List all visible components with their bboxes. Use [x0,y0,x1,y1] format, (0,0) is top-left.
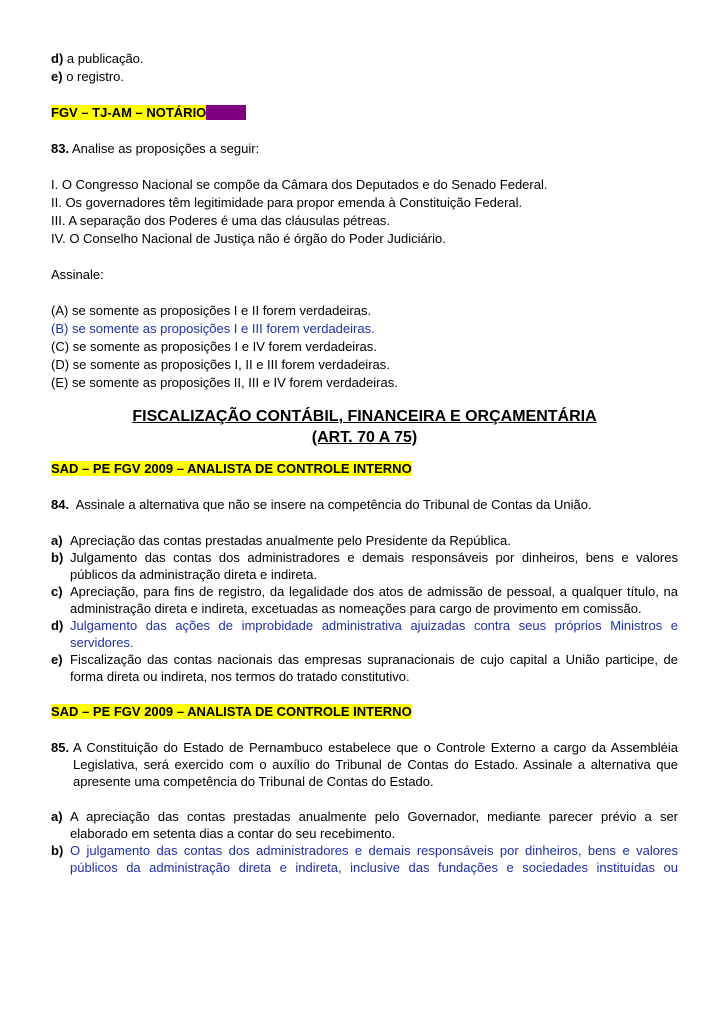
option-text: Fiscalização das contas nacionais das empresas supranacionais de cujo capital a União participe, de forma direta ou indireta, nos termos do tratado constitutivo. [70,652,678,684]
exam-header-2 [51,460,678,478]
section-title [51,406,678,448]
option-label: c) [51,584,63,599]
option-c: (C) se somente as proposições I e IV forem verdadeiras. [51,339,377,354]
option-label: b) [51,550,64,565]
exam-header-3 [51,703,678,721]
option-b [51,549,678,583]
option-a [51,532,678,549]
option-e [51,651,678,685]
option-label: b) [51,843,64,858]
question-83-options [51,302,678,392]
option-label: d) [51,51,64,66]
option-a [51,808,678,842]
instruction: Assinale: [51,267,104,282]
option-d-correct [51,617,678,651]
option-label: e) [51,69,63,84]
option-text: o registro. [66,69,124,84]
option-text: Julgamento das contas dos administradores e demais responsáveis por dinheiros, bens e valores públicos da administração direta e indireta. [70,550,678,582]
option-label: a) [51,533,63,548]
option-e [51,68,678,86]
option-label: a) [51,809,63,824]
question-text: Analise as proposições a seguir: [71,141,260,156]
exam-header-year: – 2005 [206,105,247,120]
exam-header-text: SAD – PE FGV 2009 – ANALISTA DE CONTROLE INTERNO [51,704,412,719]
option-text: Julgamento das ações de improbidade administrativa ajuizadas contra seus próprios Ministros e servidores. [70,618,678,650]
exam-header-1 [51,104,678,122]
question-number: 85. [51,740,70,755]
question-85-options [51,808,678,876]
option-label: d) [51,618,64,633]
option-d [51,50,678,68]
option-text: Apreciação das contas prestadas anualmente pelo Presidente da República. [70,533,511,548]
question-83-prompt [51,140,678,158]
option-text: A apreciação das contas prestadas anualmente pelo Governador, mediante parecer prévio a ser elaborado em setenta dias a contar do seu recebimento. [70,809,678,841]
document-page [51,50,678,876]
exam-header-text: SAD – PE FGV 2009 – ANALISTA DE CONTROLE INTERNO [51,461,412,476]
option-d: (D) se somente as proposições I, II e III forem verdadeiras. [51,357,390,372]
question-text: A Constituição do Estado de Pernambuco estabelece que o Controle Externo a cargo da Assembléia Legislativa, será exercido com o auxílio do Tribunal de Contas do Estado. Assinale a alternativa que apresente uma competência do Tribunal de Contas do Estado. [73,740,678,789]
question-number: 83. [51,141,70,156]
question-84-options [51,532,678,685]
question-84-prompt [51,496,678,514]
section-title-line-1: FISCALIZAÇÃO CONTÁBIL, FINANCEIRA E ORÇAMENTÁRIA [132,408,597,425]
option-text: Apreciação, para fins de registro, da legalidade dos atos de admissão de pessoal, a qualquer título, na administração direta e indireta, excetuadas as nomeações para cargo de provimento em comissão. [70,584,678,616]
proposition-4: IV. O Conselho Nacional de Justiça não é órgão do Poder Judiciário. [51,231,446,246]
question-text: Assinale a alternativa que não se insere na competência do Tribunal de Contas da União. [75,497,592,512]
proposition-3: III. A separação dos Poderes é uma das cláusulas pétreas. [51,213,390,228]
section-title-line-2: (ART. 70 A 75) [311,429,418,446]
option-text: a publicação. [66,51,144,66]
proposition-1: I. O Congresso Nacional se compõe da Câmara dos Deputados e do Senado Federal. [51,177,548,192]
option-label: e) [51,652,63,667]
option-e: (E) se somente as proposições II, III e IV forem verdadeiras. [51,375,398,390]
option-c [51,583,678,617]
option-b-correct: (B) se somente as proposições I e III forem verdadeiras. [51,321,375,336]
question-number: 84. [51,497,70,512]
question-85-prompt [51,739,678,790]
option-b-correct [51,842,678,876]
exam-header-text: FGV – TJ-AM – NOTÁRIO [51,105,207,120]
option-a: (A) se somente as proposições I e II forem verdadeiras. [51,303,372,318]
proposition-2: II. Os governadores têm legitimidade para propor emenda à Constituição Federal. [51,195,523,210]
proposition-list [51,176,678,248]
option-text: O julgamento das contas dos administradores e demais responsáveis por dinheiros, bens e valores públicos da administração direta e indireta, inclusive das fundações e sociedades instituídas ou [70,843,678,875]
